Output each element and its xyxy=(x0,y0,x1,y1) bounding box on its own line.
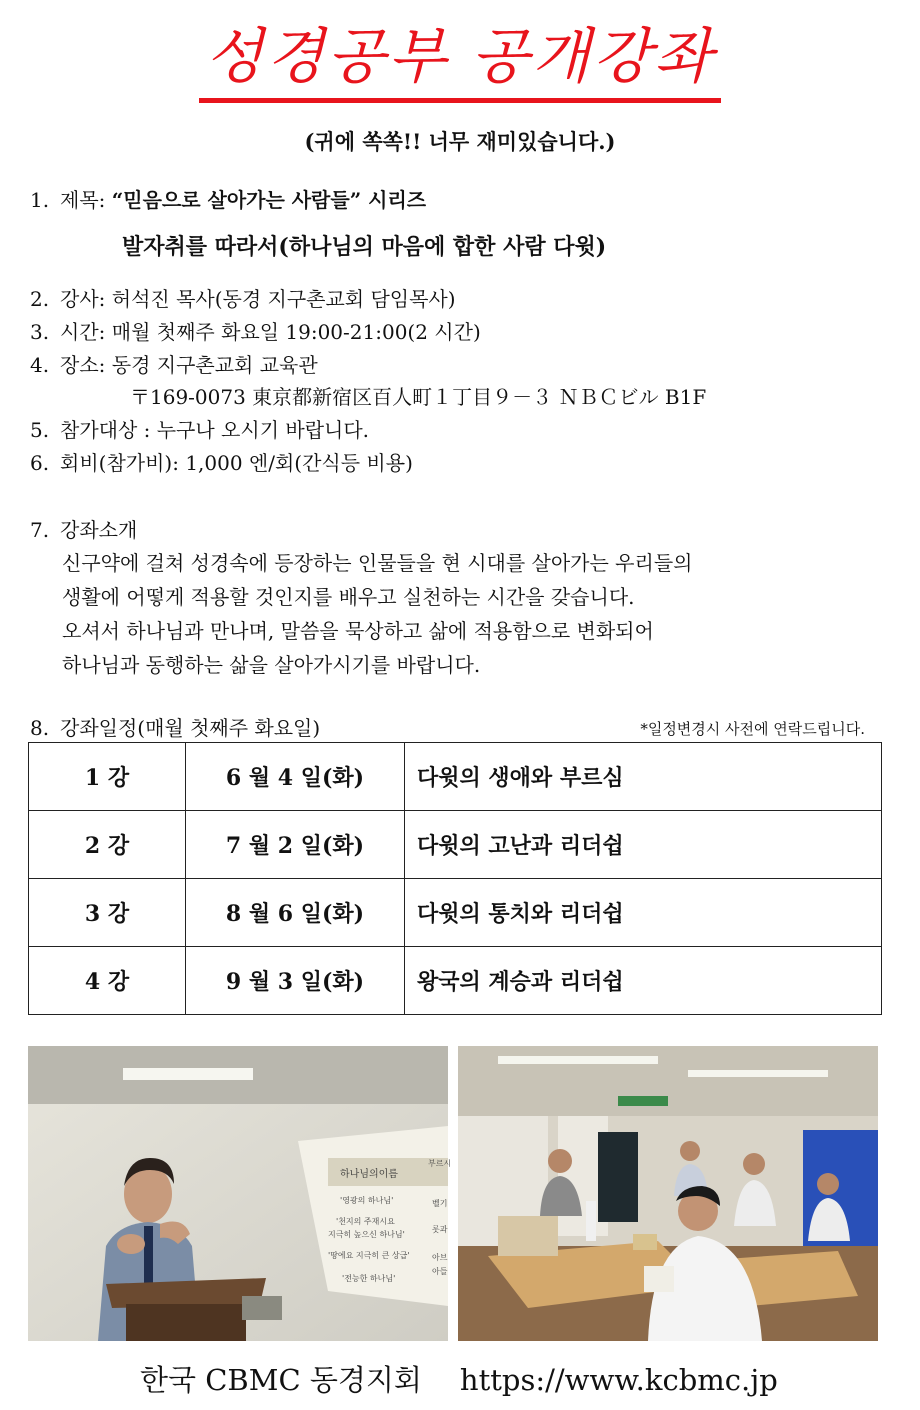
classroom-photo xyxy=(458,1046,878,1341)
item-number: 7. xyxy=(30,518,50,542)
item-value: 매월 첫째주 화요일 19:00-21:00(2 시간) xyxy=(111,320,481,344)
slide-right: 아브 xyxy=(432,1253,448,1262)
speaker-photo xyxy=(28,1046,452,1341)
item-title xyxy=(30,184,426,213)
item-speaker xyxy=(30,283,456,312)
table-row xyxy=(29,811,882,879)
item-label: 시간: xyxy=(60,320,112,344)
item-value: 1,000 엔/회(간식등 비용) xyxy=(185,451,413,475)
slide-right: 롯과 xyxy=(432,1225,448,1234)
address: 〒169-0073 東京都新宿区百人町１丁目９－３ ＮＢＣビル B1F xyxy=(130,385,707,409)
item-fee xyxy=(30,447,413,476)
website-link[interactable]: https://www.kcbmc.jp xyxy=(459,1363,778,1397)
item-place xyxy=(30,349,318,378)
item-value: “믿음으로 살아가는 사람들” 시리즈 xyxy=(111,188,427,212)
slide-line: '전능한 하나님' xyxy=(342,1274,396,1283)
date-cell: 6 월 4 일(화) xyxy=(186,743,405,811)
item-label: 장소: xyxy=(60,353,112,377)
schedule-note: *일정변경시 사전에 연락드립니다. xyxy=(640,720,865,738)
item-number: 6. xyxy=(30,451,50,475)
slide-title: 하나님의이름 xyxy=(340,1169,398,1180)
item-number: 5. xyxy=(30,418,50,442)
item-number: 8. xyxy=(30,716,50,740)
item-time xyxy=(30,316,481,345)
item-value: 누구나 오시기 바랍니다. xyxy=(156,418,370,442)
topic-cell: 다윗의 고난과 리더쉽 xyxy=(405,811,882,879)
intro-line: 하나님과 동행하는 삶을 살아가시기를 바랍니다. xyxy=(62,653,481,677)
slide-line: '천지의 주재시요 xyxy=(336,1217,395,1226)
item-label: 참가대상 : xyxy=(60,418,157,442)
intro-line: 오셔서 하나님과 만나며, 말씀을 묵상하고 삶에 적용함으로 변화되어 xyxy=(62,619,654,643)
poster-subtitle: (귀에 쏙쏙!! 너무 재미있습니다.) xyxy=(304,129,616,154)
slide-line: '땅에요 지극히 큰 상급' xyxy=(328,1251,410,1260)
slide-right: 부르시 xyxy=(428,1159,452,1168)
item-value: 허석진 목사(동경 지구촌교회 담임목사) xyxy=(111,287,456,311)
item-audience xyxy=(30,414,369,443)
slide-right: 벨기 xyxy=(432,1199,448,1208)
lecture-cell: 1 강 xyxy=(29,743,186,811)
table-row xyxy=(29,947,882,1015)
lecture-cell: 4 강 xyxy=(29,947,186,1015)
item-number: 4. xyxy=(30,353,50,377)
item-number: 3. xyxy=(30,320,50,344)
speaker-photo-image xyxy=(28,1046,452,1341)
item-number: 1. xyxy=(30,188,50,212)
table-row xyxy=(29,743,882,811)
schedule-table xyxy=(28,742,882,1015)
slide-line: 지극히 높으신 하나님' xyxy=(328,1230,405,1239)
topic-cell: 왕국의 계승과 리더쉽 xyxy=(405,947,882,1015)
date-cell: 8 월 6 일(화) xyxy=(186,879,405,947)
item-label: 강사: xyxy=(60,287,112,311)
poster-title: 성경공부 공개강좌 xyxy=(199,22,721,103)
classroom-photo-image xyxy=(458,1046,878,1341)
footer xyxy=(140,1358,778,1399)
date-cell: 7 월 2 일(화) xyxy=(186,811,405,879)
item-value: 동경 지구촌교회 교육관 xyxy=(111,353,318,377)
item-label: 강좌일정(매월 첫째주 화요일) xyxy=(60,716,321,740)
item-label: 회비(참가비): xyxy=(60,451,186,475)
item-label: 제목: xyxy=(60,188,112,212)
slide-right: 아들 xyxy=(432,1267,448,1276)
lecture-cell: 3 강 xyxy=(29,879,186,947)
schedule-heading xyxy=(30,712,320,741)
slide-line: '영광의 하나님' xyxy=(340,1196,394,1205)
item-label: 강좌소개 xyxy=(60,518,138,542)
topic-cell: 다윗의 생애와 부르심 xyxy=(405,743,882,811)
organization-name: 한국 CBMC 동경지회 xyxy=(140,1363,422,1397)
intro-heading xyxy=(30,514,137,543)
item-number: 2. xyxy=(30,287,50,311)
lecture-cell: 2 강 xyxy=(29,811,186,879)
table-row xyxy=(29,879,882,947)
intro-line: 생활에 어떻게 적용할 것인지를 배우고 실천하는 시간을 갖습니다. xyxy=(62,585,635,609)
intro-line: 신구약에 걸쳐 성경속에 등장하는 인물들을 현 시대를 살아가는 우리들의 xyxy=(62,551,693,575)
series-title: 발자취를 따라서(하나님의 마음에 합한 사람 다윗) xyxy=(122,234,607,260)
topic-cell: 다윗의 통치와 리더쉽 xyxy=(405,879,882,947)
date-cell: 9 월 3 일(화) xyxy=(186,947,405,1015)
